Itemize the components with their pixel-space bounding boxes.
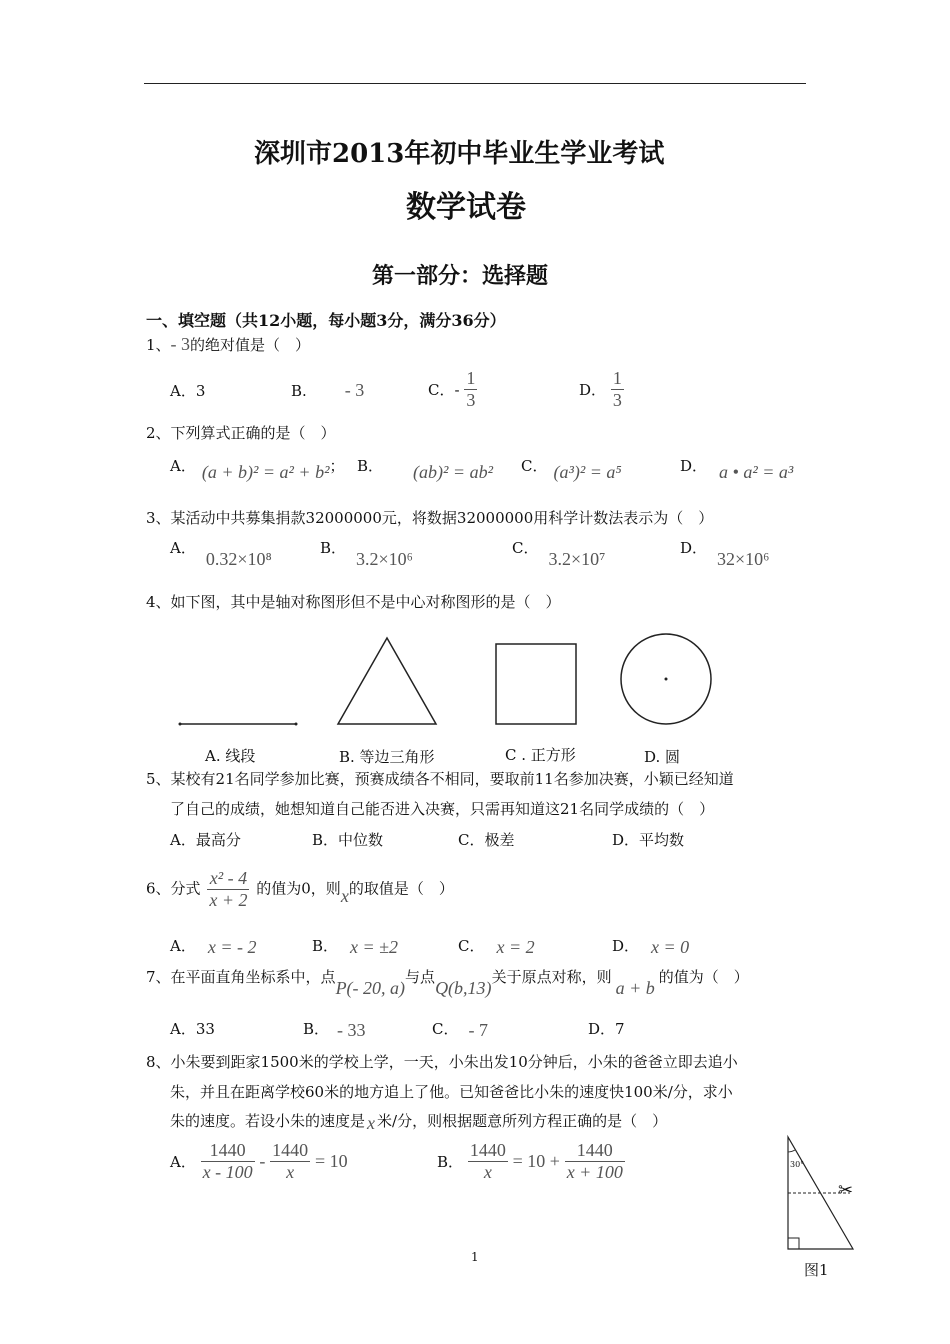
question-stem: 如下图，其中是轴对称图形但不是中心对称图形的是（ ） bbox=[170, 593, 561, 611]
math-expr: x = ±2 bbox=[350, 937, 399, 957]
option-a bbox=[170, 935, 256, 956]
math-expr: - 33 bbox=[337, 1020, 366, 1040]
angle-label: 30° bbox=[790, 1160, 805, 1169]
option-label: C．- bbox=[428, 381, 460, 399]
option-label: C． bbox=[432, 1020, 459, 1038]
option-a bbox=[170, 537, 272, 569]
question-stem: 分式 bbox=[170, 879, 201, 898]
question-stem: 与点 bbox=[405, 968, 436, 986]
option-b bbox=[357, 455, 493, 482]
question-7 bbox=[146, 966, 749, 998]
exam-subtitle: 数学试卷 bbox=[406, 190, 526, 225]
question-number: 4、 bbox=[146, 593, 171, 611]
math-expr: a • a² = a³ bbox=[719, 462, 794, 482]
option-label: A． bbox=[170, 457, 196, 475]
question-number: 6、 bbox=[146, 879, 171, 898]
exam-title: 深圳市2013年初中毕业生学业考试 bbox=[254, 139, 665, 169]
question-stem: 的绝对值是（ ） bbox=[190, 336, 311, 354]
math-expr: (a³)² = a⁵ bbox=[553, 462, 622, 482]
question-number: 2、 bbox=[146, 424, 171, 442]
option-b bbox=[291, 380, 364, 401]
question-3 bbox=[146, 507, 713, 528]
math-expr: = 10 + bbox=[512, 1151, 560, 1171]
option-c bbox=[512, 537, 606, 569]
math-expr: - 3 bbox=[170, 334, 191, 354]
math-var: x bbox=[340, 885, 349, 906]
question-stem: 的值为（ ） bbox=[658, 968, 749, 986]
fraction: $\frac{\text{x² - 4}}{x + 2}$ bbox=[209, 868, 248, 910]
option-label: B. bbox=[291, 382, 307, 400]
question-stem: 小朱要到距家1500米的学校上学，一天，小朱出发10分钟后，小朱的爸爸立即去追小 bbox=[170, 1053, 738, 1071]
question-5 bbox=[146, 768, 734, 789]
figure-caption: 图1 bbox=[804, 1261, 829, 1279]
math-expr: x = 0 bbox=[651, 937, 690, 957]
math-expr: P(- 20, a) bbox=[335, 978, 406, 998]
math-expr: Q(b,13) bbox=[435, 978, 492, 998]
option-c bbox=[428, 368, 477, 411]
option-d bbox=[612, 935, 689, 956]
question-number: 3、 bbox=[146, 509, 171, 527]
option-label: A． bbox=[170, 937, 196, 955]
option-c bbox=[458, 935, 535, 956]
question-number: 7、 bbox=[146, 968, 171, 986]
option-c bbox=[521, 455, 622, 482]
question-4 bbox=[146, 591, 561, 612]
separator: ； bbox=[329, 457, 345, 475]
option-label: C． bbox=[521, 457, 548, 475]
fraction: $\frac{1}{3}$ bbox=[612, 368, 622, 410]
question-6 bbox=[146, 868, 454, 911]
triangle-shape bbox=[338, 638, 436, 724]
option-d: D．7 bbox=[588, 1020, 625, 1038]
option-label: D． bbox=[612, 937, 640, 955]
option-label: B． bbox=[312, 937, 339, 955]
math-expr: 3.2×10⁶ bbox=[356, 549, 413, 569]
math-expr: = 10 bbox=[314, 1151, 348, 1171]
option-label: A． bbox=[170, 1153, 196, 1171]
option-a: A．3 bbox=[170, 382, 206, 400]
option-a: A．最高分 bbox=[170, 831, 241, 849]
option-label: A． bbox=[170, 539, 196, 557]
math-expr: (ab)² = ab² bbox=[413, 462, 493, 482]
shapes-figure bbox=[0, 630, 950, 740]
figure-1-triangle bbox=[780, 1130, 870, 1255]
scissors-icon: ✂ bbox=[838, 1180, 854, 1201]
question-8-line2: 朱，并且在距离学校60米的地方追上了他。已知爸爸比小朱的速度快100米/分，求小 bbox=[170, 1083, 733, 1101]
option-label: B． bbox=[320, 539, 347, 557]
question-number: 5、 bbox=[146, 770, 171, 788]
option-b bbox=[312, 935, 398, 956]
fraction: $\frac{1440}{x - 100}$ bbox=[202, 1140, 253, 1182]
option-label: B． bbox=[303, 1020, 330, 1038]
fraction: $\frac{1440}{x}$ bbox=[272, 1140, 309, 1182]
option-b: B．中位数 bbox=[312, 831, 384, 849]
math-var: x bbox=[367, 1113, 376, 1133]
option-d: D．平均数 bbox=[612, 831, 685, 849]
header-rule bbox=[144, 83, 806, 84]
option-b bbox=[437, 1140, 625, 1183]
math-expr: - 3 bbox=[344, 380, 365, 400]
fraction: $\frac{1440}{x}$ bbox=[469, 1140, 506, 1182]
option-c: C．极差 bbox=[458, 831, 515, 849]
option-a bbox=[170, 455, 345, 482]
option-d bbox=[579, 368, 624, 411]
shape-label-a: A. 线段 bbox=[205, 747, 256, 765]
option-d bbox=[680, 455, 794, 482]
question-stem: 下列算式正确的是（ ） bbox=[170, 424, 336, 442]
math-expr: 3.2×10⁷ bbox=[548, 549, 606, 569]
question-2 bbox=[146, 422, 336, 443]
question-stem: 米/分，则根据题意所列方程正确的是（ ） bbox=[377, 1112, 668, 1130]
option-b bbox=[303, 1018, 366, 1039]
shape-label-d: D. 圆 bbox=[644, 748, 681, 766]
math-expr: (a + b)² = a² + b² bbox=[201, 462, 330, 482]
fraction: $\frac{1440}{x + 100}$ bbox=[566, 1140, 623, 1182]
shape-label-b: B. 等边三角形 bbox=[339, 748, 435, 766]
question-stem: 关于原点对称，则 bbox=[491, 968, 612, 986]
question-stem: 朱的速度。若设小朱的速度是 bbox=[170, 1112, 366, 1130]
option-b bbox=[320, 537, 413, 569]
section-title: 一、填空题（共12小题，每小题3分，满分36分） bbox=[146, 311, 506, 330]
part-title: 第一部分：选择题 bbox=[372, 263, 549, 289]
question-number: 1、 bbox=[146, 336, 171, 354]
option-label: C． bbox=[458, 937, 485, 955]
question-number: 8、 bbox=[146, 1053, 171, 1071]
math-expr: 0.32×10⁸ bbox=[205, 549, 272, 569]
option-label: B． bbox=[357, 457, 384, 475]
option-label: B． bbox=[437, 1153, 464, 1171]
math-expr: a + b bbox=[615, 978, 655, 998]
math-expr: x = 2 bbox=[496, 937, 535, 957]
math-expr: x = - 2 bbox=[207, 937, 257, 957]
option-a: A．33 bbox=[170, 1020, 215, 1038]
question-stem: 的值为0，则 bbox=[256, 879, 341, 898]
option-label: D． bbox=[680, 539, 708, 557]
question-stem: 的取值是（ ） bbox=[348, 879, 454, 898]
option-label: C． bbox=[512, 539, 539, 557]
shape-label-c: C . 正方形 bbox=[505, 746, 576, 764]
option-label: D． bbox=[680, 457, 708, 475]
question-stem: 某校有21名同学参加比赛，预赛成绩各不相同，要取前11名参加决赛，小颖已经知道 bbox=[170, 770, 734, 788]
option-label: D． bbox=[579, 381, 607, 399]
option-a bbox=[170, 1140, 348, 1183]
question-8-line3 bbox=[170, 1110, 667, 1131]
question-1 bbox=[146, 334, 310, 355]
math-expr: - 7 bbox=[468, 1020, 488, 1040]
question-5-line2: 了自己的成绩，她想知道自己能否进入决赛，只需再知道这21名同学成绩的（ ） bbox=[170, 800, 715, 818]
question-8 bbox=[146, 1051, 738, 1072]
question-stem: 某活动中共募集捐款32000000元，将数据32000000用科学计数法表示为（ ） bbox=[170, 509, 714, 527]
operator: - bbox=[259, 1151, 266, 1171]
option-d bbox=[680, 537, 770, 569]
question-stem: 在平面直角坐标系中，点 bbox=[170, 968, 336, 986]
square-shape bbox=[496, 644, 576, 724]
fraction: $\frac{1}{3}$ bbox=[466, 368, 476, 410]
math-expr: 32×10⁶ bbox=[717, 549, 770, 569]
page-number: 1 bbox=[471, 1250, 479, 1264]
option-c bbox=[432, 1018, 488, 1039]
